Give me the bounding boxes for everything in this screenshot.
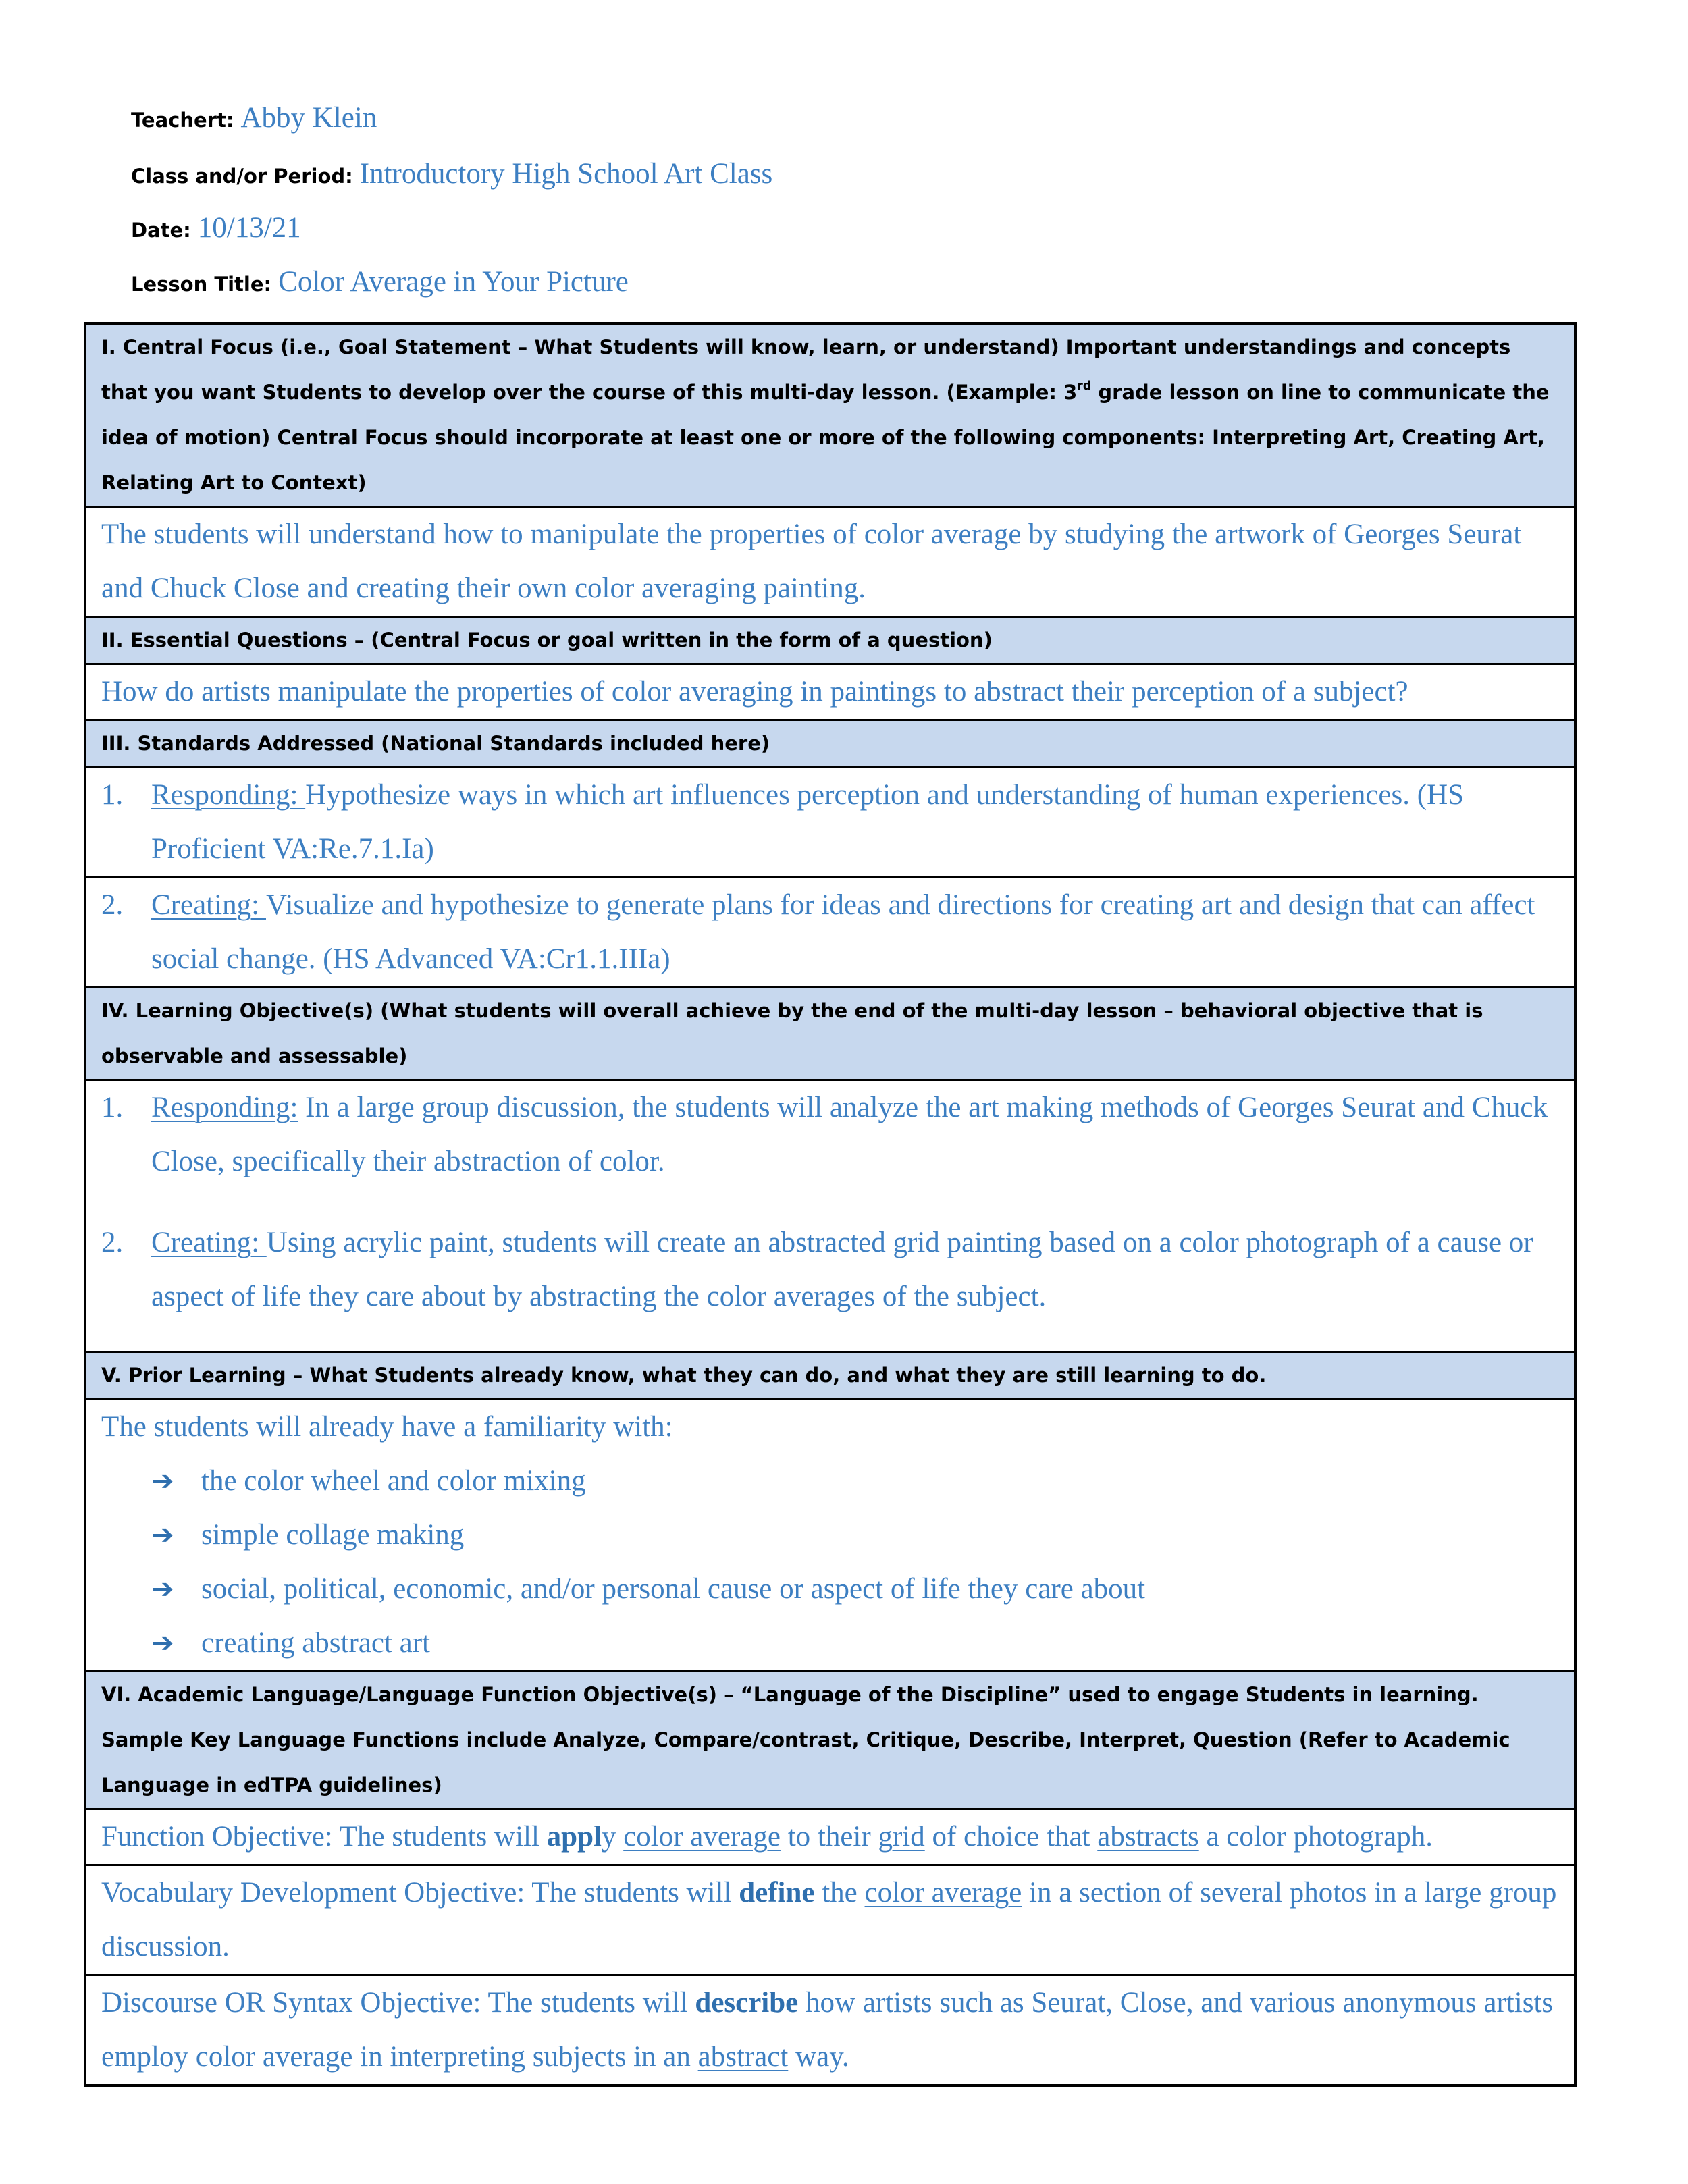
list-item: ➔ social, political, economic, and/or personal cause or aspect of life they care about — [101, 1562, 1559, 1616]
prior-learning-heading: V. Prior Learning – What Students already know, what they can do, and what they are still learning to do. — [86, 1353, 1574, 1400]
class-label: Class and/or Period: — [131, 165, 353, 188]
standard-text: Hypothesize ways in which art influences perception and understanding of human experiences. (HS Proficient VA:Re.7.1.Ia) — [151, 779, 1465, 865]
teacher-label: Teachert: — [131, 109, 234, 132]
teacher-value: Abby Klein — [240, 102, 377, 134]
function-objective: Function Objective: The students will apply color average to their grid of choice that abstracts a color photograph. — [86, 1810, 1574, 1866]
vocabulary-objective: Vocabulary Development Objective: The students will define the color average in a section of several photos in a large group discussion. — [86, 1866, 1574, 1976]
central-focus-text: The students will understand how to manipulate the properties of color average by studying the artwork of Georges Seurat and Chuck Close and creating their own color averaging painting. — [86, 508, 1574, 618]
prior-learning-intro: The students will already have a familiarity with: — [101, 1411, 673, 1443]
objective-label: Responding: — [151, 1092, 298, 1123]
standard-item — [86, 768, 1574, 878]
date-line — [131, 211, 301, 244]
standard-number: 1. — [101, 779, 124, 811]
objective-number: 1. — [101, 1092, 124, 1123]
standards-heading: III. Standards Addressed (National Standards included here) — [86, 721, 1574, 768]
standard-item — [86, 878, 1574, 988]
list-item: ➔ the color wheel and color mixing — [101, 1454, 1559, 1508]
arrow-right-icon: ➔ — [151, 1520, 174, 1551]
objective-text: Using acrylic paint, students will create an abstracted grid painting based on a color photograph of a cause or aspect of life they care about by abstracting the color averages of the subject. — [151, 1227, 1533, 1312]
list-item: ➔ simple collage making — [101, 1508, 1559, 1562]
class-line — [131, 157, 772, 190]
objectives-list — [86, 1081, 1574, 1353]
class-value: Introductory High School Art Class — [359, 158, 773, 190]
academic-language-heading: VI. Academic Language/Language Function Objective(s) – “Language of the Discipline” used to engage Students in learning. Sample Key Language Functions include Analyze, Compare/contrast, Critique, Describe, Interpret, Question (Refer to Academic Language in edTPA guidelines) — [86, 1672, 1574, 1810]
lesson-plan-table — [84, 322, 1577, 2087]
standard-label: Responding: — [151, 779, 306, 811]
arrow-right-icon: ➔ — [151, 1466, 174, 1497]
arrow-right-icon: ➔ — [151, 1574, 174, 1605]
objective-number: 2. — [101, 1227, 124, 1258]
date-label: Date: — [131, 219, 191, 242]
teacher-line — [131, 101, 377, 134]
discourse-objective: Discourse OR Syntax Objective: The students will describe how artists such as Seurat, Close, and various anonymous artists employ color average in interpreting subjects in an abstract way. — [101, 1987, 1554, 2073]
objective-text: In a large group discussion, the students will analyze the art making methods of Georges Seurat and Chuck Close, specifically their abstraction of color. — [151, 1092, 1548, 1177]
list-item: ➔ creating abstract art — [101, 1616, 1559, 1670]
lesson-title-line — [131, 265, 629, 298]
standard-number: 2. — [101, 889, 124, 921]
objective-item — [101, 1081, 1559, 1189]
central-focus-heading: I. Central Focus (i.e., Goal Statement – What Students will know, learn, or understand) Important understandings and concepts that you want Students to develop over the course of this multi-day lesson. (Example: 3rd grade lesson on line to communicate the idea of motion) Central Focus should incorporate at least one or more of the following components: Interpreting Art, Creating Art, Relating Art to Context) — [86, 325, 1574, 508]
standard-label: Creating: — [151, 889, 266, 921]
objective-label: Creating: — [151, 1227, 267, 1258]
objective-item — [101, 1216, 1559, 1324]
essential-questions-text: How do artists manipulate the properties of color averaging in paintings to abstract their perception of a subject? — [86, 665, 1574, 721]
lesson-title-value: Color Average in Your Picture — [278, 266, 629, 298]
essential-questions-heading: II. Essential Questions – (Central Focus or goal written in the form of a question) — [86, 618, 1574, 665]
objectives-heading: IV. Learning Objective(s) (What students will overall achieve by the end of the multi-day lesson – behavioral objective that is observable and assessable) — [86, 988, 1574, 1081]
date-value: 10/13/21 — [197, 212, 301, 244]
standard-text: Visualize and hypothesize to generate plans for ideas and directions for creating art and design that can affect social change. (HS Advanced VA:Cr1.1.IIIa) — [151, 889, 1535, 975]
lesson-title-label: Lesson Title: — [131, 273, 272, 296]
prior-learning-body — [86, 1400, 1574, 1672]
arrow-right-icon: ➔ — [151, 1628, 174, 1659]
